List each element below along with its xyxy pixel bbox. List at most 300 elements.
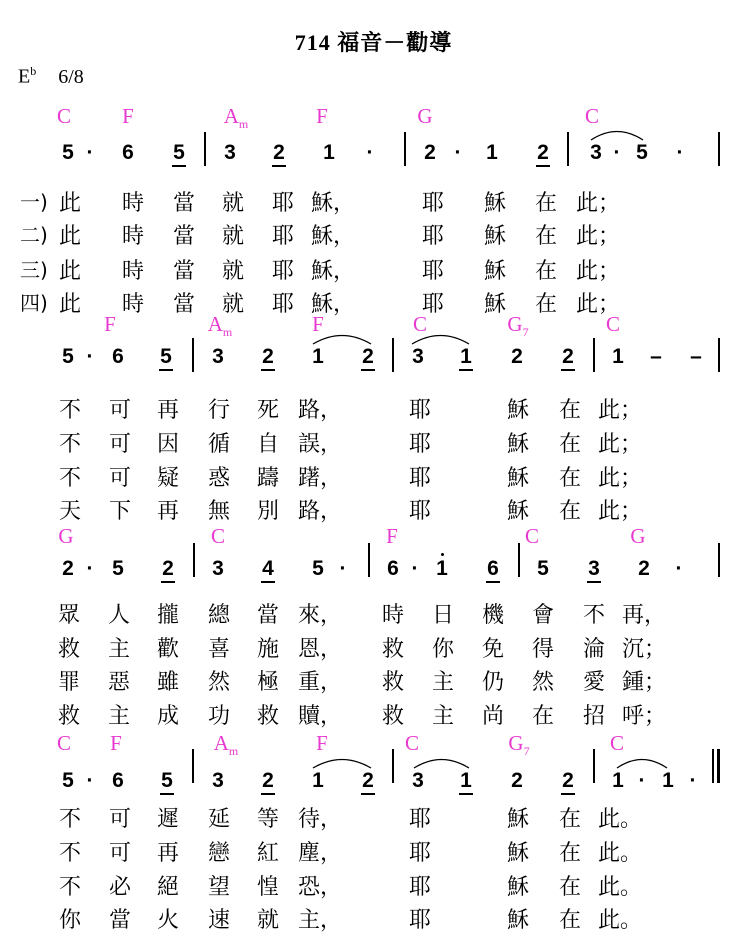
eighth-underline xyxy=(587,581,601,583)
lyric-char: 穌 xyxy=(506,875,530,900)
note-numeral: 2 xyxy=(62,557,74,580)
lyric-char: 惶 xyxy=(256,875,280,900)
lyric-char: 望 xyxy=(207,875,231,900)
lyric-char: 在 xyxy=(558,841,582,866)
chord-symbol: $G_7$ xyxy=(508,731,530,759)
lyric-char: 就 xyxy=(256,908,280,933)
duration-dot: · xyxy=(454,141,462,164)
note-numeral: 3 xyxy=(412,345,424,368)
lyric-char: 救 xyxy=(381,637,405,662)
lyric-char: 耶 xyxy=(271,191,295,216)
chord-symbol: $A_m$ xyxy=(207,312,233,340)
lyric-char: 此； xyxy=(597,499,643,524)
lyric-char: 尚 xyxy=(481,704,505,729)
duration-dot: · xyxy=(676,141,684,164)
lyric-char: 在 xyxy=(558,908,582,933)
chord-symbol: G xyxy=(58,524,74,548)
eighth-underline xyxy=(261,369,275,371)
lyric-char: 救 xyxy=(256,704,280,729)
duration-dot: · xyxy=(411,557,419,580)
lyric-char: 此； xyxy=(597,432,643,457)
note-numeral: 5 xyxy=(537,557,549,580)
lyric-char: 喜 xyxy=(207,637,231,662)
lyric-char: 穌 xyxy=(506,398,530,423)
bar-line xyxy=(392,749,394,783)
note-numeral: 1 xyxy=(460,769,472,792)
lyric-char: 此。 xyxy=(597,908,643,933)
bar-line xyxy=(204,132,206,166)
eighth-underline xyxy=(486,581,500,583)
bar-line xyxy=(593,749,595,783)
lyric-char: 路， xyxy=(297,398,343,423)
lyric-char: 此 xyxy=(58,259,82,284)
note-numeral: 1 xyxy=(662,769,674,792)
lyric-char: 總 xyxy=(207,603,231,628)
chord-symbol: F xyxy=(110,731,122,755)
lyric-char: 耶 xyxy=(408,398,432,423)
lyric-char: 天 xyxy=(58,499,82,524)
chord-symbol: C xyxy=(524,524,540,548)
lyric-char: 躊 xyxy=(256,466,280,491)
tie-slur xyxy=(590,127,644,141)
duration-dot: · xyxy=(613,141,621,164)
tie-slur xyxy=(312,331,372,345)
lyric-char: 此 xyxy=(58,224,82,249)
lyric-char: 不 xyxy=(58,875,82,900)
lyric-char: 可 xyxy=(108,466,132,491)
lyric-char: 時 xyxy=(121,191,145,216)
lyric-char: 此 xyxy=(58,292,82,317)
note-numeral: 2 xyxy=(362,769,374,792)
lyric-char: 罪 xyxy=(57,670,81,695)
time-signature: 6/8 xyxy=(58,65,84,88)
lyric-char: 可 xyxy=(108,398,132,423)
bar-line xyxy=(192,338,194,372)
key-signature xyxy=(18,64,84,89)
note-numeral: 3 xyxy=(588,557,600,580)
note-numeral: 1 xyxy=(312,769,324,792)
tie-slur xyxy=(411,331,470,345)
lyric-char: 恩， xyxy=(297,637,343,662)
bar-line xyxy=(193,543,195,577)
bar-line xyxy=(368,543,370,577)
lyric-char: 耶 xyxy=(421,191,445,216)
hymn-title: 714 福音－勸導 xyxy=(294,30,453,55)
lyric-char: 得 xyxy=(531,637,555,662)
lyric-char: 再 xyxy=(156,841,180,866)
lyric-char: 時 xyxy=(121,259,145,284)
bar-line xyxy=(718,338,720,372)
bar-line xyxy=(718,543,720,577)
note-numeral: 5 xyxy=(62,141,74,164)
lyric-char: 穌 xyxy=(506,908,530,933)
lyric-char: 塵， xyxy=(297,841,343,866)
duration-dot: · xyxy=(366,141,374,164)
note-numeral: 6 xyxy=(112,345,124,368)
eighth-underline xyxy=(361,369,375,371)
chord-symbol: C xyxy=(584,104,600,128)
lyric-char: 下 xyxy=(108,499,132,524)
bar-line xyxy=(567,132,569,166)
lyric-char: 耶 xyxy=(271,224,295,249)
lyric-char: 戀 xyxy=(207,841,231,866)
chord-symbol: F xyxy=(316,731,328,755)
duration-dot: · xyxy=(638,769,646,792)
lyric-char: 穌 xyxy=(506,841,530,866)
lyric-char: 絕 xyxy=(156,875,180,900)
lyric-char: 時 xyxy=(121,224,145,249)
key-accidental: b xyxy=(30,64,37,78)
lyric-char: 可 xyxy=(108,807,132,832)
note-numeral: 2 xyxy=(424,141,436,164)
lyric-char: 日 xyxy=(431,603,455,628)
chord-symbol: F xyxy=(316,104,328,128)
chord-symbol: $A_m$ xyxy=(213,731,239,759)
verse-number: 四) xyxy=(20,291,48,315)
note-numeral: 6 xyxy=(122,141,134,164)
lyric-char: 眾 xyxy=(57,603,81,628)
lyric-char: 此； xyxy=(575,191,621,216)
verse-number: 二) xyxy=(20,223,48,247)
duration-dot: · xyxy=(86,141,94,164)
lyric-char: 就 xyxy=(221,259,245,284)
lyric-char: 穌 xyxy=(483,292,507,317)
hold-dash: – xyxy=(650,345,662,368)
lyric-char: 行 xyxy=(207,398,231,423)
note-numeral: 1 xyxy=(612,345,624,368)
note-numeral: 6 xyxy=(112,769,124,792)
note-numeral: 3 xyxy=(412,769,424,792)
lyric-char: 惑 xyxy=(207,466,231,491)
lyric-char: 不 xyxy=(58,398,82,423)
tie-slur xyxy=(413,755,470,769)
note-numeral: 2 xyxy=(162,557,174,580)
lyric-char: 然 xyxy=(207,670,231,695)
lyric-char: 耶 xyxy=(271,259,295,284)
lyric-char: 救 xyxy=(57,637,81,662)
lyric-char: 主 xyxy=(431,704,455,729)
lyric-char: 穌 xyxy=(506,807,530,832)
lyric-char: 穌 xyxy=(483,224,507,249)
lyric-char: 雖 xyxy=(156,670,180,695)
lyric-char: 死 xyxy=(256,398,280,423)
lyric-char: 會 xyxy=(531,603,555,628)
lyric-char: 耶 xyxy=(421,259,445,284)
lyric-char: 穌 xyxy=(483,259,507,284)
lyric-char: 穌 xyxy=(506,432,530,457)
lyric-char: 你 xyxy=(58,908,82,933)
lyric-char: 此。 xyxy=(597,841,643,866)
chord-quality: m xyxy=(238,117,249,132)
eighth-underline xyxy=(561,793,575,795)
lyric-char: 可 xyxy=(108,432,132,457)
note-numeral: 2 xyxy=(562,345,574,368)
lyric-char: 穌， xyxy=(310,224,356,249)
lyric-char: 不 xyxy=(58,432,82,457)
eighth-underline xyxy=(261,581,275,583)
note-numeral: 3 xyxy=(590,141,602,164)
lyric-char: 耶 xyxy=(408,466,432,491)
note-numeral: 1 xyxy=(612,769,624,792)
tie-slur xyxy=(616,755,668,769)
verse-number: 一) xyxy=(20,190,48,214)
chord-symbol: F xyxy=(312,312,324,336)
note-numeral: 3 xyxy=(212,557,224,580)
eighth-underline xyxy=(159,369,173,371)
note-numeral: 5 xyxy=(161,769,173,792)
chord-symbol: C xyxy=(412,312,428,336)
chord-symbol: G xyxy=(630,524,646,548)
lyric-char: 躇， xyxy=(297,466,343,491)
lyric-char: 火 xyxy=(156,908,180,933)
lyric-char: 淪 xyxy=(582,637,606,662)
verse-number: 三) xyxy=(20,258,48,282)
lyric-char: 呼； xyxy=(621,704,667,729)
lyric-char: 穌， xyxy=(310,259,356,284)
duration-dot: · xyxy=(339,557,347,580)
lyric-char: 當 xyxy=(172,259,196,284)
eighth-underline xyxy=(261,793,275,795)
eighth-underline xyxy=(160,793,174,795)
lyric-char: 免 xyxy=(481,637,505,662)
lyric-char: 耶 xyxy=(421,224,445,249)
note-numeral: 5 xyxy=(112,557,124,580)
lyric-char: 耶 xyxy=(408,499,432,524)
chord-symbol: $G_7$ xyxy=(507,312,529,340)
chord-symbol: F xyxy=(122,104,134,128)
note-numeral: 1 xyxy=(436,557,448,580)
lyric-char: 此； xyxy=(575,292,621,317)
lyric-char: 極 xyxy=(256,670,280,695)
lyric-char: 在 xyxy=(534,292,558,317)
lyric-char: 在 xyxy=(558,432,582,457)
chord-symbol: $A_m$ xyxy=(223,104,249,132)
chord-quality: m xyxy=(228,744,239,759)
note-numeral: 6 xyxy=(387,557,399,580)
lyric-char: 在 xyxy=(558,499,582,524)
duration-dot: · xyxy=(689,769,697,792)
lyric-char: 主 xyxy=(431,670,455,695)
note-numeral: 5 xyxy=(312,557,324,580)
lyric-char: 主 xyxy=(107,637,131,662)
lyric-char: 耶 xyxy=(408,908,432,933)
lyric-char: 可 xyxy=(108,841,132,866)
lyric-char: 耶 xyxy=(408,841,432,866)
lyric-char: 當 xyxy=(172,292,196,317)
chord-symbol: F xyxy=(386,524,398,548)
lyric-char: 鍾； xyxy=(621,670,667,695)
chord-symbol: C xyxy=(56,104,72,128)
lyric-char: 耶 xyxy=(408,432,432,457)
final-bar-thick xyxy=(717,749,720,783)
lyric-char: 不 xyxy=(58,807,82,832)
lyric-char: 此； xyxy=(597,466,643,491)
lyric-char: 疑 xyxy=(156,466,180,491)
lyric-char: 延 xyxy=(207,807,231,832)
lyric-char: 循 xyxy=(207,432,231,457)
octave-dot xyxy=(441,553,444,556)
lyric-char: 在 xyxy=(558,466,582,491)
lyric-char: 時 xyxy=(381,603,405,628)
note-numeral: 5 xyxy=(173,141,185,164)
note-numeral: 2 xyxy=(262,769,274,792)
lyric-char: 自 xyxy=(256,432,280,457)
bar-line xyxy=(518,543,520,577)
chord-symbol: C xyxy=(56,731,72,755)
lyric-char: 救 xyxy=(381,704,405,729)
eighth-underline xyxy=(459,793,473,795)
lyric-char: 重， xyxy=(297,670,343,695)
lyric-char: 再 xyxy=(156,499,180,524)
bar-line xyxy=(718,132,720,166)
lyric-char: 惡 xyxy=(107,670,131,695)
note-numeral: 2 xyxy=(362,345,374,368)
lyric-char: 就 xyxy=(221,224,245,249)
lyric-char: 耶 xyxy=(421,292,445,317)
lyric-char: 在 xyxy=(534,191,558,216)
chord-symbol: F xyxy=(104,312,116,336)
note-numeral: 2 xyxy=(273,141,285,164)
lyric-char: 穌 xyxy=(506,499,530,524)
lyric-char: 就 xyxy=(221,292,245,317)
note-numeral: 3 xyxy=(224,141,236,164)
note-numeral: 3 xyxy=(212,769,224,792)
lyric-char: 速 xyxy=(207,908,231,933)
lyric-char: 無 xyxy=(207,499,231,524)
lyric-char: 穌， xyxy=(310,191,356,216)
lyric-char: 不 xyxy=(58,841,82,866)
lyric-char: 主 xyxy=(107,704,131,729)
lyric-char: 在 xyxy=(534,224,558,249)
lyric-char: 在 xyxy=(558,398,582,423)
duration-dot: · xyxy=(86,557,94,580)
duration-dot: · xyxy=(86,345,94,368)
lyric-char: 就 xyxy=(221,191,245,216)
lyric-char: 此。 xyxy=(597,875,643,900)
final-bar-thin xyxy=(712,749,714,783)
eighth-underline xyxy=(161,581,175,583)
eighth-underline xyxy=(172,165,186,167)
lyric-char: 在 xyxy=(534,259,558,284)
eighth-underline xyxy=(561,369,575,371)
lyric-char: 此。 xyxy=(597,807,643,832)
chord-symbol: C xyxy=(210,524,226,548)
chord-quality: 7 xyxy=(522,325,529,340)
lyric-char: 再， xyxy=(621,603,667,628)
lyric-char: 你 xyxy=(431,637,455,662)
chord-quality: 7 xyxy=(523,744,530,759)
lyric-char: 穌 xyxy=(483,191,507,216)
lyric-char: 當 xyxy=(108,908,132,933)
lyric-char: 當 xyxy=(172,224,196,249)
lyric-char: 來， xyxy=(297,603,343,628)
lyric-char: 路， xyxy=(297,499,343,524)
lyric-char: 功 xyxy=(207,704,231,729)
tie-slur xyxy=(312,755,372,769)
lyric-char: 紅 xyxy=(256,841,280,866)
chord-symbol: C xyxy=(605,312,621,336)
lyric-char: 穌， xyxy=(310,292,356,317)
lyric-char: 救 xyxy=(57,704,81,729)
lyric-char: 誤， xyxy=(297,432,343,457)
lyric-char: 耶 xyxy=(408,807,432,832)
lyric-char: 贖， xyxy=(297,704,343,729)
note-numeral: 2 xyxy=(511,345,523,368)
lyric-char: 此； xyxy=(575,224,621,249)
lyric-char: 別 xyxy=(256,499,280,524)
lyric-char: 時 xyxy=(121,292,145,317)
lyric-char: 耶 xyxy=(408,875,432,900)
lyric-char: 在 xyxy=(558,875,582,900)
note-numeral: 2 xyxy=(537,141,549,164)
lyric-char: 穌 xyxy=(506,466,530,491)
eighth-underline xyxy=(272,165,286,167)
lyric-char: 機 xyxy=(481,603,505,628)
eighth-underline xyxy=(536,165,550,167)
note-numeral: 1 xyxy=(312,345,324,368)
eighth-underline xyxy=(361,793,375,795)
lyric-char: 此 xyxy=(58,191,82,216)
lyric-char: 愛 xyxy=(582,670,606,695)
bar-line xyxy=(192,749,194,783)
lyric-char: 主， xyxy=(297,908,343,933)
lyric-char: 人 xyxy=(107,603,131,628)
lyric-char: 救 xyxy=(381,670,405,695)
chord-symbol: C xyxy=(609,731,625,755)
bar-line xyxy=(404,132,406,166)
note-numeral: 1 xyxy=(486,141,498,164)
lyric-char: 耶 xyxy=(271,292,295,317)
note-numeral: 2 xyxy=(638,557,650,580)
note-numeral: 6 xyxy=(487,557,499,580)
lyric-char: 等 xyxy=(256,807,280,832)
duration-dot: · xyxy=(675,557,683,580)
chord-symbol: C xyxy=(404,731,420,755)
lyric-char: 再 xyxy=(156,398,180,423)
note-numeral: 1 xyxy=(323,141,335,164)
lyric-char: 不 xyxy=(58,466,82,491)
lyric-char: 此； xyxy=(597,398,643,423)
duration-dot: · xyxy=(86,769,94,792)
note-numeral: 5 xyxy=(636,141,648,164)
eighth-underline xyxy=(459,369,473,371)
note-numeral: 1 xyxy=(460,345,472,368)
lyric-char: 攏 xyxy=(156,603,180,628)
lyric-char: 當 xyxy=(172,191,196,216)
lyric-char: 成 xyxy=(156,704,180,729)
lyric-char: 因 xyxy=(156,432,180,457)
bar-line xyxy=(593,338,595,372)
note-numeral: 5 xyxy=(62,345,74,368)
note-numeral: 5 xyxy=(160,345,172,368)
lyric-char: 當 xyxy=(256,603,280,628)
note-numeral: 2 xyxy=(511,769,523,792)
lyric-char: 在 xyxy=(558,807,582,832)
hold-dash: – xyxy=(690,345,702,368)
key-note: E xyxy=(18,65,31,88)
note-numeral: 4 xyxy=(262,557,274,580)
note-numeral: 5 xyxy=(62,769,74,792)
lyric-char: 恐， xyxy=(297,875,343,900)
lyric-char: 遲 xyxy=(156,807,180,832)
lyric-char: 待， xyxy=(297,807,343,832)
lyric-char: 施 xyxy=(256,637,280,662)
lyric-char: 在 xyxy=(531,704,555,729)
lyric-char: 歡 xyxy=(156,637,180,662)
chord-symbol: G xyxy=(417,104,433,128)
lyric-char: 然 xyxy=(531,670,555,695)
lyric-char: 此； xyxy=(575,259,621,284)
